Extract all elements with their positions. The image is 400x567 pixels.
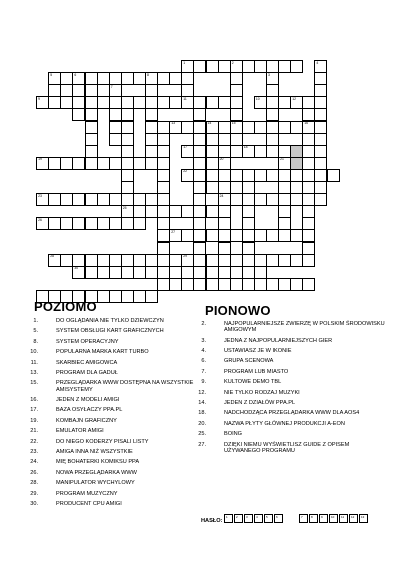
clue-number: 19. — [30, 417, 38, 424]
clue-item — [186, 400, 386, 406]
clue-item — [18, 470, 198, 476]
clue-item — [186, 431, 386, 437]
haslo-letter-box[interactable] — [274, 514, 283, 523]
haslo-letter-box[interactable] — [299, 514, 308, 523]
clue-item — [18, 459, 198, 465]
clue-item — [18, 480, 198, 486]
clue-text: SYSTEM OBSŁUGI KART GRAFICZNYCH — [56, 328, 164, 335]
clue-text: MIĘ BOHATERKI KOMIKSU PPA — [56, 459, 140, 466]
clue-text: KULTOWE DEMO TBL — [224, 379, 282, 386]
grid-cell[interactable] — [133, 217, 146, 230]
grid-clue-number: 5 — [50, 72, 53, 77]
clue-item — [186, 379, 386, 385]
clue-item — [18, 418, 198, 424]
clue-text: USTAWIASZ JE W IKONIE — [224, 348, 292, 355]
grid-cell[interactable] — [242, 242, 255, 255]
clue-number: 16. — [30, 397, 38, 404]
grid-cell[interactable] — [157, 145, 170, 158]
clue-number: 26. — [30, 469, 38, 476]
down-clues-list — [186, 321, 386, 458]
grid-cell[interactable] — [218, 217, 231, 230]
clue-number: 6. — [201, 358, 206, 365]
haslo-box-number: 8 — [311, 514, 313, 519]
grid-clue-number: 21 — [280, 157, 284, 162]
grid-cell[interactable] — [145, 84, 158, 97]
clue-item — [186, 338, 386, 344]
grid-cell[interactable] — [290, 60, 303, 73]
clue-item — [186, 348, 386, 354]
clue-number: 15. — [30, 380, 38, 387]
grid-clue-number: 23 — [38, 193, 42, 198]
grid-clue-number: 20 — [219, 157, 224, 162]
clue-number: 22. — [30, 438, 38, 445]
haslo-box-number: 12 — [351, 514, 355, 519]
haslo-letter-box[interactable] — [254, 514, 263, 523]
grid-clue-number: 13 — [171, 121, 175, 125]
grid-clue-number: 8 — [147, 72, 149, 77]
clue-text: PROGRAM DLA GADUŁ — [56, 369, 118, 376]
grid-clue-number: 6 — [74, 72, 77, 77]
clue-number: 4. — [201, 348, 206, 355]
grid-clue-number: 12 — [292, 96, 296, 101]
clue-text: DO OGLĄDANIA NIE TYLKO DZIEWCZYN — [56, 318, 164, 324]
grid-clue-number: 4 — [316, 60, 319, 65]
haslo-label: HASŁO: — [201, 518, 223, 524]
clue-text: BOING — [224, 431, 243, 438]
grid-clue-number: 14 — [207, 121, 212, 125]
grid-cell[interactable] — [218, 157, 231, 170]
clue-item — [186, 410, 386, 416]
clue-number: 11. — [30, 359, 38, 366]
clue-number: 14. — [198, 400, 206, 407]
grid-cell[interactable] — [121, 145, 134, 158]
clue-text: PRODUCENT CPU AMIGI — [56, 500, 122, 507]
grid-cell[interactable] — [230, 84, 243, 97]
clue-number: 28. — [30, 480, 38, 487]
grid-cell[interactable] — [48, 84, 61, 97]
clue-item — [18, 428, 198, 434]
clue-number: 23. — [30, 448, 38, 455]
clue-text: MANIPULATOR WYCHYLOWY — [56, 480, 135, 487]
grid-clue-number: 10 — [255, 96, 260, 101]
clue-number: 20. — [198, 420, 206, 427]
grid-cell[interactable] — [145, 290, 158, 303]
clue-number: 1. — [33, 318, 38, 324]
grid-cell[interactable] — [314, 108, 327, 121]
grid-cell[interactable] — [193, 108, 206, 121]
clue-text: KOMBAJN GRAFICZNY — [56, 417, 117, 424]
haslo-box-number: 3 — [246, 514, 248, 519]
grid-clue-number: 29 — [183, 254, 188, 259]
grid-cell[interactable] — [302, 254, 315, 267]
pionowo-heading: PIONOWO — [205, 303, 271, 318]
clue-text: BAZA OSYŁACZY PPA.PL — [56, 407, 123, 414]
grid-clue-number: 24 — [219, 193, 224, 198]
grid-clue-number: 22 — [183, 169, 188, 174]
grid-cell[interactable] — [230, 133, 243, 146]
grid-cell[interactable] — [85, 145, 98, 158]
clue-item — [18, 407, 198, 413]
haslo-letter-box[interactable] — [319, 514, 328, 523]
grid-cell[interactable] — [230, 108, 243, 121]
grid-clue-number: 18 — [243, 145, 248, 150]
grid-cell[interactable] — [109, 84, 122, 97]
haslo-letter-box[interactable] — [359, 514, 368, 523]
haslo-box-number: 11 — [341, 514, 345, 519]
grid-cell[interactable] — [242, 217, 255, 230]
clue-number: 7. — [201, 368, 206, 375]
haslo-box-number: 7 — [301, 514, 303, 519]
clue-item — [18, 360, 198, 366]
clue-item — [18, 370, 198, 376]
grid-clue-number: 9 — [38, 96, 40, 101]
clue-number: 3. — [201, 337, 206, 344]
clue-number: 29. — [30, 490, 38, 497]
clue-item — [186, 421, 386, 427]
grid-cell[interactable] — [218, 181, 231, 194]
clue-number: 18. — [198, 410, 206, 417]
clue-text: NIE TYLKO RODZAJ MUZYKI — [224, 389, 300, 396]
clue-item — [18, 439, 198, 445]
grid-cell[interactable] — [327, 169, 340, 182]
clue-number: 25. — [198, 431, 206, 438]
clue-item — [186, 390, 386, 396]
clue-item — [18, 318, 198, 324]
grid-cell[interactable] — [121, 181, 134, 194]
clue-number: 17. — [30, 407, 38, 414]
clue-number: 5. — [33, 328, 38, 335]
haslo-box-number: 1 — [226, 514, 228, 519]
grid-cell[interactable] — [266, 108, 279, 121]
grid-clue-number: 15 — [231, 121, 236, 125]
grid-cell[interactable] — [157, 193, 170, 206]
grid-clue-number: 11 — [183, 96, 187, 101]
clue-number: 8. — [33, 338, 38, 345]
clue-text: PROGRAM LUB MIASTO — [224, 368, 289, 375]
haslo-letter-box[interactable] — [264, 514, 273, 523]
clue-item — [18, 501, 198, 507]
grid-cell[interactable] — [290, 157, 303, 170]
clue-number: 13. — [30, 369, 38, 376]
grid-cell[interactable] — [206, 133, 219, 146]
clue-item — [186, 358, 386, 364]
grid-clue-number: 26 — [38, 217, 42, 222]
clue-text: SKARBIEC AMIGOWCA — [56, 359, 118, 366]
clue-number: 27. — [198, 441, 206, 448]
grid-cell[interactable] — [157, 278, 170, 291]
clue-item — [18, 328, 198, 334]
clue-number: 2. — [201, 321, 206, 327]
haslo-letter-box[interactable] — [244, 514, 253, 523]
clue-number: 10. — [30, 349, 38, 356]
clue-item — [18, 349, 198, 355]
grid-cell[interactable] — [302, 278, 315, 291]
haslo-box-number: 5 — [266, 514, 268, 519]
haslo-letter-box[interactable] — [234, 514, 243, 523]
grid-clue-number: 16 — [304, 121, 309, 125]
grid-cell[interactable] — [314, 181, 327, 194]
clue-number: 9. — [201, 379, 206, 386]
haslo-letter-box[interactable] — [329, 514, 338, 523]
poziomo-heading: POZIOMO — [34, 299, 97, 314]
grid-clue-number: 7 — [110, 84, 113, 89]
clue-text: NOWA PRZEGLĄDARKA WWW — [56, 469, 137, 476]
haslo-letter-box[interactable] — [349, 514, 358, 523]
clue-number: 12. — [198, 389, 206, 396]
clue-text: SYSTEM OPERACYJNY — [56, 338, 119, 345]
clue-text: PRZEGLĄDARKA WWW DOSTĘPNA NA WSZYSTKIE AMISYSTEMY — [56, 380, 194, 393]
grid-clue-number: 1 — [183, 60, 186, 65]
clue-number: 21. — [30, 428, 38, 435]
clue-text: JEDEN Z DZIAŁÓW PPA.PL — [224, 400, 296, 407]
haslo-box-number: 10 — [331, 514, 335, 519]
clue-text: POPULARNA MARKA KART TURBO — [56, 349, 149, 356]
clue-text: JEDEN Z MODELI AMIGI — [56, 397, 120, 404]
clue-item — [18, 397, 198, 403]
clue-text: DZIĘKI NIEMU WYŚWIETLISZ GUIDE Z OPISEM UŻYWANEGO PROGRAMU — [224, 441, 350, 454]
grid-cell[interactable] — [278, 181, 291, 194]
haslo-box-number: 13 — [361, 514, 365, 519]
grid-cell[interactable] — [218, 242, 231, 255]
grid-clue-number: 28 — [50, 254, 54, 259]
haslo-letter-box[interactable] — [224, 514, 233, 523]
grid-clue-number: 3 — [268, 72, 270, 77]
grid-cell[interactable] — [181, 84, 194, 97]
grid-cell[interactable] — [278, 217, 291, 230]
grid-cell[interactable] — [314, 157, 327, 170]
grid-cell[interactable] — [157, 242, 170, 255]
clue-text: DO NIEGO KODERZY PISALI LISTY — [56, 438, 149, 445]
clue-number: 24. — [30, 459, 38, 466]
clue-item — [18, 339, 198, 345]
grid-cell[interactable] — [314, 193, 327, 206]
clue-text: AMIGA INNA NIŻ WSZYSTKIE — [56, 448, 133, 455]
haslo-box-number: 4 — [256, 514, 258, 519]
grid-clue-number: 27 — [171, 229, 175, 234]
clue-text: PROGRAM MUZYCZNY — [56, 490, 118, 497]
clue-item — [18, 380, 198, 393]
grid-cell[interactable] — [266, 84, 279, 97]
grid-cell[interactable] — [193, 217, 206, 230]
clue-item — [186, 369, 386, 375]
clue-item — [18, 491, 198, 497]
grid-cell[interactable] — [85, 84, 98, 97]
haslo-letter-box[interactable] — [309, 514, 318, 523]
clue-text: NAJPOPULARNIEJSZE ZWIERZĘ W POLSKIM ŚRODOWISKU AMIGOWYM — [224, 321, 385, 334]
clue-text: JEDNA Z NAJPOPULARNIEJSZYCH GIER — [224, 337, 333, 344]
grid-clue-number: 17 — [183, 145, 188, 150]
grid-clue-number: 2 — [231, 60, 234, 65]
clue-item — [186, 442, 386, 455]
clue-text: NADCHODZĄCA PRZEGLĄDARKA WWW DLA AOS4 — [224, 410, 360, 417]
grid-clue-number: 19 — [38, 157, 42, 162]
haslo-box-number: 9 — [321, 514, 323, 519]
across-clues-list — [18, 318, 198, 511]
grid-cell[interactable] — [193, 193, 206, 206]
grid-cell[interactable] — [242, 181, 255, 194]
clue-item — [186, 321, 386, 334]
haslo-box-number: 6 — [276, 514, 278, 519]
clue-item — [18, 449, 198, 455]
grid-cell[interactable] — [266, 133, 279, 146]
clue-number: 30. — [30, 500, 38, 507]
clue-text: EMULATOR AMIGI — [56, 428, 104, 435]
haslo-letter-box[interactable] — [339, 514, 348, 523]
clue-text: GRUPA SCENOWA — [224, 358, 274, 365]
haslo-box-number: 2 — [236, 514, 238, 519]
grid-clue-number: 30 — [74, 266, 79, 271]
grid-cell[interactable] — [193, 242, 206, 255]
clue-text: NAZWA PŁYTY GŁÓWNEJ PRODUKCJI A-EON — [224, 420, 345, 427]
grid-clue-number: 25 — [122, 205, 127, 210]
